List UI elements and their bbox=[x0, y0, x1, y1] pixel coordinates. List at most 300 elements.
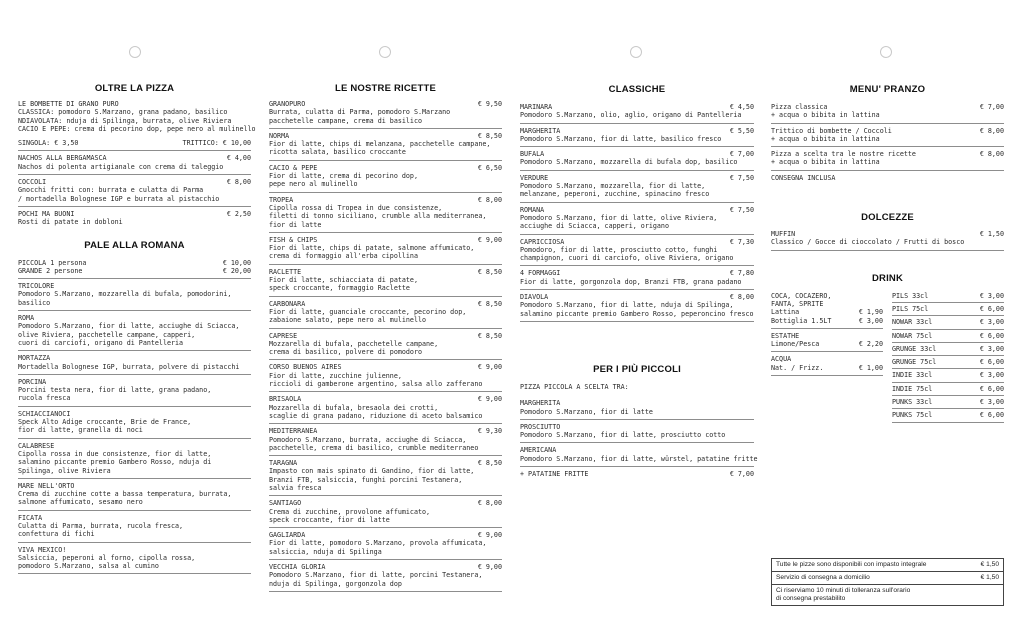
item-price: € 9,00 bbox=[477, 395, 502, 404]
item-price: € 9,00 bbox=[477, 235, 502, 244]
item-header bbox=[269, 132, 502, 140]
beer-item bbox=[892, 385, 1004, 396]
item-desc: Fior di latte, pomodoro S.Marzano, provola affumicata, bbox=[269, 539, 487, 548]
item-desc: fior di latte bbox=[269, 220, 322, 229]
item-name: AMERICANA bbox=[520, 446, 557, 455]
item-header bbox=[18, 442, 251, 450]
footer-row bbox=[772, 585, 1003, 605]
item-desc: Pomodoro S.Marzano, fior di latte, porcini Testanera, bbox=[269, 571, 483, 580]
item-desc: pepe nero al mulinello bbox=[269, 180, 358, 189]
item-desc: confettura di fichi bbox=[18, 530, 95, 539]
item-name: POCHI MA BUONI bbox=[18, 209, 75, 218]
item-desc: Pomodoro S.Marzano, burrata, acciughe di Sciacca, bbox=[269, 435, 467, 444]
item-name: SCHIACCIANOCI bbox=[18, 409, 71, 418]
item-name: CARBONARA bbox=[269, 299, 306, 308]
item-header bbox=[18, 354, 251, 362]
pala-item bbox=[18, 410, 251, 439]
item-price: € 9,00 bbox=[477, 531, 502, 540]
lunch-menu-item bbox=[771, 127, 1004, 148]
item-desc: Cipolla rossa in due consistenze, fior di latte, bbox=[18, 449, 212, 458]
item-name: CALABRESE bbox=[18, 441, 55, 450]
item-price: € 8,50 bbox=[477, 331, 502, 340]
item-desc: Fior di latte, chips di melanzana, pacchetelle campane, bbox=[269, 140, 491, 149]
item-price: € 8,00 bbox=[729, 293, 754, 302]
classic-pizza-item bbox=[520, 238, 754, 267]
classic-pizza-item bbox=[520, 103, 754, 124]
item-desc: + acqua o bibita in lattina bbox=[771, 158, 880, 167]
item-name: BUFALA bbox=[520, 150, 545, 159]
item-desc: Fior di latte, schiacciata di patate, bbox=[269, 276, 418, 285]
item-header bbox=[269, 332, 502, 340]
column-le-nostre-ricette bbox=[269, 83, 502, 595]
item-price: € 7,00 bbox=[979, 103, 1004, 111]
recipe-item bbox=[269, 563, 502, 592]
item-desc: pacchetelle, crema di basilico, crumble mediterraneo bbox=[269, 443, 479, 452]
item-price: € 6,50 bbox=[477, 163, 502, 172]
item-header bbox=[18, 282, 251, 290]
item-name: VIVA MEXICO! bbox=[18, 545, 67, 554]
beer-name: INDIE 75cl bbox=[892, 384, 933, 393]
item-price: € 8,50 bbox=[477, 459, 502, 468]
beer-item bbox=[892, 318, 1004, 329]
item-desc: filetti di tonno siciliano, crumble alla mediterranea, bbox=[269, 212, 487, 221]
extra-price: € 7,00 bbox=[729, 470, 754, 479]
column-classiche bbox=[520, 84, 758, 479]
beer-name: NOWAR 33cl bbox=[892, 318, 933, 327]
item-header bbox=[18, 210, 251, 218]
item-header bbox=[520, 399, 754, 407]
dessert-desc: Classico / Gocce di cioccolato / Frutti di bosco bbox=[771, 238, 965, 247]
beer-item bbox=[892, 411, 1004, 422]
item-desc: zabaione salato, pepe nero al mulinello bbox=[269, 316, 427, 325]
item-desc: / mortadella Bolognese IGP e burrata al pistacchio bbox=[18, 194, 220, 203]
item-desc: Fior di latte, chips di patate, salmone affumicato, bbox=[269, 244, 475, 253]
item-header bbox=[520, 423, 754, 431]
beer-price: € 3,00 bbox=[979, 371, 1004, 380]
lunch-menu-item bbox=[771, 150, 1004, 171]
footer-price: € 1,50 bbox=[980, 574, 999, 581]
item-desc: riccioli di gamberone argentino, salsa allo zafferano bbox=[269, 380, 483, 389]
item-name: PORCINA bbox=[18, 377, 47, 386]
recipe-item bbox=[269, 459, 502, 496]
recipe-item bbox=[269, 499, 502, 528]
beer-item bbox=[892, 398, 1004, 409]
item-desc: crema di formaggio all'erba cipollina bbox=[269, 252, 418, 261]
item-name: 4 FORMAGGI bbox=[520, 269, 561, 278]
item-desc: + acqua o bibita in lattina bbox=[771, 111, 880, 120]
beer-item bbox=[892, 305, 1004, 316]
section-title: LE NOSTRE RICETTE bbox=[334, 83, 437, 94]
item-header bbox=[269, 300, 502, 308]
size-label: GRANDE 2 persone bbox=[18, 266, 83, 275]
item-desc: speck croccante, fior di latte bbox=[269, 515, 390, 524]
beer-price: € 6,00 bbox=[979, 304, 1004, 313]
item-header bbox=[269, 164, 502, 172]
pala-item bbox=[18, 514, 251, 543]
beer-row bbox=[892, 292, 1004, 300]
item-desc: Mortadella Bolognese IGP, burrata, polvere di pistacchi bbox=[18, 362, 240, 371]
recipe-item bbox=[269, 363, 502, 392]
item-header bbox=[269, 100, 502, 108]
item-name: RACLETTE bbox=[269, 267, 302, 276]
item-desc: + acqua o bibita in lattina bbox=[771, 134, 880, 143]
item-price: € 5,50 bbox=[729, 126, 754, 135]
item-desc: Pomodoro S.Marzano, mozzarella di bufala, pomodorini, bbox=[18, 290, 232, 299]
item-desc: Culatta di Parma, burrata, rucola fresca, bbox=[18, 521, 184, 530]
menu-item bbox=[18, 210, 251, 230]
item-name: Pizza classica bbox=[771, 103, 828, 111]
beer-row bbox=[892, 411, 1004, 419]
item-header bbox=[269, 236, 502, 244]
item-name: ROMANA bbox=[520, 205, 545, 214]
item-desc: Fior di latte, crema di pecorino dop, bbox=[269, 172, 418, 181]
menu-item bbox=[18, 178, 251, 207]
drink-price: € 3,00 bbox=[858, 316, 883, 325]
item-desc: pacchetelle campane, crema di basilico bbox=[269, 116, 422, 125]
beer-row bbox=[892, 305, 1004, 313]
footer-notes bbox=[771, 558, 1004, 606]
section-title: DRINK bbox=[871, 272, 904, 284]
beer-row bbox=[892, 358, 1004, 366]
pala-item bbox=[18, 282, 251, 311]
footer-text: di consegna prestabilito bbox=[776, 595, 846, 602]
item-desc: Salsiccia, peperoni al forno, cipolla rossa, bbox=[18, 553, 196, 562]
beer-name: GRUNGE 33cl bbox=[892, 344, 937, 353]
recipe-item bbox=[269, 427, 502, 456]
item-price: € 4,50 bbox=[729, 103, 754, 111]
item-header bbox=[520, 446, 754, 454]
item-desc: Pomodoro, fior di latte, prosciutto cotto, funghi bbox=[520, 245, 718, 254]
item-price: € 9,30 bbox=[477, 427, 502, 436]
item-desc: scaglie di grana padano, riduzione di aceto balsamico bbox=[269, 411, 483, 420]
pala-item bbox=[18, 442, 251, 479]
item-name: COCCOLI bbox=[18, 178, 47, 187]
drink-row bbox=[771, 317, 883, 325]
item-header bbox=[18, 482, 251, 490]
item-desc: pomodoro S.Marzano, salsa al cumino bbox=[18, 562, 159, 571]
menu-item-bombette bbox=[18, 100, 256, 151]
beer-item bbox=[892, 345, 1004, 356]
item-desc: Pomodoro S.Marzano, fior di latte, würstel, patatine fritte bbox=[520, 454, 758, 463]
drink-group bbox=[771, 355, 883, 376]
item-header bbox=[771, 103, 1004, 111]
beer-name: GRUNGE 75cl bbox=[892, 358, 937, 367]
drink-group bbox=[771, 292, 883, 329]
item-name: BRISAOLA bbox=[269, 395, 302, 404]
classic-pizza-item bbox=[520, 269, 754, 290]
item-header bbox=[18, 314, 251, 322]
beer-row bbox=[892, 398, 1004, 406]
drink-price: € 2,20 bbox=[858, 340, 883, 349]
item-desc: Cipolla rossa di Tropea in due consistenze, bbox=[269, 203, 443, 212]
item-desc: speck croccante, formaggio Raclette bbox=[269, 284, 410, 293]
pale-sizes bbox=[18, 259, 251, 280]
section-title: MENU' PRANZO bbox=[849, 84, 926, 95]
beer-price: € 3,00 bbox=[979, 344, 1004, 353]
item-desc: basilico bbox=[18, 298, 51, 307]
item-header bbox=[18, 154, 251, 162]
item-header bbox=[520, 238, 754, 246]
item-desc: Fior di latte, zucchine julienne, bbox=[269, 371, 402, 380]
item-desc: Nachos di polenta artigianale con crema di taleggio bbox=[18, 162, 224, 171]
beer-price: € 6,00 bbox=[979, 384, 1004, 393]
item-desc: salmone affumicato, sesamo nero bbox=[18, 498, 143, 507]
classic-pizza-item bbox=[520, 293, 754, 322]
item-name: SANTIAGO bbox=[269, 499, 302, 508]
column-oltre-la-pizza bbox=[18, 83, 256, 577]
item-desc: Pomodoro S.Marzano, fior di latte bbox=[520, 407, 653, 416]
extra-fries bbox=[520, 470, 754, 478]
item-price: € 8,00 bbox=[979, 126, 1004, 135]
item-desc: Pomodoro S.Marzano, fior di latte, basilico fresco bbox=[520, 134, 722, 143]
item-price: € 8,00 bbox=[477, 499, 502, 508]
item-name: MEDITERRANEA bbox=[269, 427, 318, 436]
recipe-item bbox=[269, 268, 502, 297]
item-desc: Mozzarella di bufala, pacchetelle campane, bbox=[269, 339, 439, 348]
item-header bbox=[18, 546, 251, 554]
kids-intro: PIZZA PICCOLA A SCELTA TRA: bbox=[520, 382, 629, 391]
item-name: MARGHERITA bbox=[520, 399, 561, 408]
item-desc: Fior di latte, guanciale croccante, pecorino dop, bbox=[269, 307, 467, 316]
footer-text: Ci riserviamo 10 minuti di tolleranza sull'orario bbox=[776, 587, 911, 594]
item-desc: CLASSICA: pomodoro S.Marzano, grana padano, basilico bbox=[18, 108, 228, 117]
item-desc: Rosti di patate in dobloni bbox=[18, 218, 123, 227]
item-desc: Impasto con mais spinato di Gandino, fior di latte, bbox=[269, 467, 475, 476]
item-name: ROMA bbox=[18, 314, 35, 323]
drink-price: € 1,90 bbox=[858, 308, 883, 317]
item-header bbox=[269, 268, 502, 276]
pala-item bbox=[18, 378, 251, 407]
pala-item bbox=[18, 314, 251, 351]
item-desc: acciughe di Sciacca, capperi, origano bbox=[520, 222, 669, 231]
item-header bbox=[269, 499, 502, 507]
drink-name: Lattina bbox=[771, 308, 800, 317]
drink-name: Nat. / Frizz. bbox=[771, 363, 824, 372]
kids-pizza-item bbox=[520, 399, 754, 420]
dessert-row bbox=[771, 230, 1004, 238]
classic-pizza-item bbox=[520, 127, 754, 148]
item-name: Pizza a scelta tra le nostre ricette bbox=[771, 150, 916, 159]
drink-name: Bottiglia 1.5LT bbox=[771, 316, 832, 325]
item-desc: Pomodoro S.Marzano, olio, aglio, origano di Pantelleria bbox=[520, 111, 742, 120]
beer-row bbox=[892, 371, 1004, 379]
beer-price: € 6,00 bbox=[979, 358, 1004, 367]
section-title: PALE ALLA ROMANA bbox=[84, 239, 185, 251]
item-name: NORMA bbox=[269, 131, 290, 140]
punch-hole bbox=[630, 46, 642, 58]
item-header bbox=[269, 196, 502, 204]
item-name: VERDURE bbox=[520, 173, 549, 182]
item-name: CACIO & PEPE bbox=[269, 163, 318, 172]
recipe-item bbox=[269, 132, 502, 161]
recipe-item bbox=[269, 196, 502, 233]
item-desc: fior di latte, granella di noci bbox=[18, 426, 143, 435]
drink-name: ACQUA bbox=[771, 355, 792, 364]
drink-name: COCA, COCAZERO, bbox=[771, 291, 832, 300]
item-price: € 9,50 bbox=[477, 100, 502, 108]
drink-list bbox=[771, 292, 1004, 425]
beers bbox=[892, 292, 1004, 425]
section-title: CLASSICHE bbox=[608, 84, 666, 95]
footer-row bbox=[772, 559, 1003, 572]
item-name: CORSO BUENOS AIRES bbox=[269, 363, 342, 372]
item-header bbox=[269, 563, 502, 571]
item-price: € 7,00 bbox=[729, 150, 754, 159]
item-desc: Porcini testa nera, fior di latte, grana padano, bbox=[18, 386, 212, 395]
section-title: DOLCEZZE bbox=[861, 212, 914, 224]
dessert-name: MUFFIN bbox=[771, 230, 796, 239]
item-price: € 2,50 bbox=[226, 209, 251, 218]
item-header bbox=[18, 378, 251, 386]
beer-price: € 6,00 bbox=[979, 331, 1004, 340]
item-desc: salsiccia, nduja di Spilinga bbox=[269, 547, 382, 556]
item-desc: Fior di latte, gorgonzola dop, Branzi FTB, grana padano bbox=[520, 277, 742, 286]
recipe-item bbox=[269, 531, 502, 560]
recipe-item bbox=[269, 332, 502, 361]
section-title: OLTRE LA PIZZA bbox=[94, 83, 175, 94]
item-header bbox=[269, 363, 502, 371]
item-header bbox=[520, 293, 754, 301]
drink-name: ESTATHE bbox=[771, 331, 800, 340]
item-price: € 8,00 bbox=[477, 195, 502, 204]
item-header bbox=[520, 174, 754, 182]
size-price: € 20,00 bbox=[222, 266, 251, 275]
item-name: MARE NELL'ORTO bbox=[18, 481, 75, 490]
classic-pizza-item bbox=[520, 206, 754, 235]
item-name: Trittico di bombette / Coccoli bbox=[771, 126, 892, 135]
size-row bbox=[18, 267, 251, 275]
punch-hole bbox=[880, 46, 892, 58]
item-price: € 9,00 bbox=[477, 363, 502, 372]
item-desc: Crema di zucchine cotte a bassa temperatura, burrata, bbox=[18, 490, 232, 499]
kids-pizza-item bbox=[520, 446, 758, 467]
item-price: € 8,00 bbox=[226, 178, 251, 187]
column-menu-pranzo bbox=[771, 84, 1004, 425]
recipe-item bbox=[269, 164, 502, 193]
punch-hole bbox=[129, 46, 141, 58]
soft-drinks bbox=[771, 292, 883, 425]
item-desc: Pomodoro S.Marzano, mozzarella, fior di latte, bbox=[520, 182, 706, 191]
size-price: € 10,00 bbox=[222, 258, 251, 267]
item-price: € 8,50 bbox=[477, 267, 502, 276]
item-desc: rucola fresca bbox=[18, 394, 71, 403]
beer-row bbox=[892, 385, 1004, 393]
beer-price: € 6,00 bbox=[979, 411, 1004, 420]
size-label: PICCOLA 1 persona bbox=[18, 258, 87, 267]
item-desc: cuori di carciofi, origano di Pantelleria bbox=[18, 338, 184, 347]
item-desc: salvia fresca bbox=[269, 483, 322, 492]
item-desc: Speck Alto Adige croccante, Brie de France, bbox=[18, 418, 192, 427]
bombette-prices bbox=[18, 139, 251, 147]
extra-label: + PATATINE FRITTE bbox=[520, 470, 589, 479]
item-desc: CACIO E PEPE: crema di pecorino dop, pepe nero al mulinello bbox=[18, 124, 256, 133]
recipe-item bbox=[269, 300, 502, 329]
drink-name: FANTA, SPRITE bbox=[771, 299, 824, 308]
item-desc: ricotta salata, basilico croccante bbox=[269, 148, 406, 157]
item-desc: olive Riviera, pacchetelle campane, capperi, bbox=[18, 330, 196, 339]
item-name: FICATA bbox=[18, 513, 43, 522]
pala-item bbox=[18, 482, 251, 511]
item-name: CAPRICCIOSA bbox=[520, 237, 565, 246]
delivery-note: CONSEGNA INCLUSA bbox=[771, 173, 836, 182]
drink-row bbox=[771, 364, 883, 372]
item-name: MARGHERITA bbox=[520, 126, 561, 135]
beer-price: € 3,00 bbox=[979, 398, 1004, 407]
beer-price: € 3,00 bbox=[979, 291, 1004, 300]
drink-row bbox=[771, 308, 883, 316]
item-desc: Branzi FTB, salsiccia, funghi porcini Testanera, bbox=[269, 475, 463, 484]
item-header bbox=[269, 395, 502, 403]
item-header bbox=[18, 514, 251, 522]
beer-name: PUNKS 75cl bbox=[892, 411, 933, 420]
item-desc: Gnocchi fritti con: burrata e culatta di Parma bbox=[18, 186, 204, 195]
item-price: € 4,00 bbox=[226, 154, 251, 163]
item-header bbox=[771, 127, 1004, 135]
classic-pizza-item bbox=[520, 150, 754, 171]
item-desc: Pomodoro S.Marzano, fior di latte, olive Riviera, bbox=[520, 213, 718, 222]
recipe-item bbox=[269, 100, 502, 129]
item-name: TARAGNA bbox=[269, 459, 298, 468]
footer-text: Servizio di consegna a domicilio bbox=[776, 574, 870, 581]
item-header bbox=[520, 103, 754, 111]
footer-row bbox=[772, 572, 1003, 585]
beer-name: NOWAR 75cl bbox=[892, 331, 933, 340]
beer-row bbox=[892, 318, 1004, 326]
item-header bbox=[269, 531, 502, 539]
price-singola: SINGOLA: € 3,50 bbox=[18, 139, 79, 148]
item-price: € 7,50 bbox=[729, 205, 754, 214]
item-name: VECCHIA GLORIA bbox=[269, 563, 326, 572]
item-desc: melanzane, peperoni, zucchine, spinacino fresco bbox=[520, 190, 710, 199]
item-desc: salamino piccante premio Gambero Rosso, nduja di bbox=[18, 458, 212, 467]
drink-row bbox=[771, 292, 883, 300]
beer-name: PUNKS 33cl bbox=[892, 398, 933, 407]
item-name: PROSCIUTTO bbox=[520, 422, 561, 431]
item-desc: NDIAVOLATA: nduja di Spilinga, burrata, olive Riviera bbox=[18, 116, 232, 125]
beer-name: PILS 75cl bbox=[892, 304, 929, 313]
item-desc: Crema di zucchine, provolone affumicato, bbox=[269, 507, 431, 516]
item-header bbox=[520, 206, 754, 214]
beer-item bbox=[892, 332, 1004, 343]
item-header bbox=[269, 427, 502, 435]
item-name: FISH & CHIPS bbox=[269, 235, 318, 244]
item-name: DIAVOLA bbox=[520, 293, 549, 302]
classic-pizza-item bbox=[520, 174, 754, 203]
item-header bbox=[18, 178, 251, 186]
item-name: GRANOPURO bbox=[269, 100, 306, 108]
drink-price: € 1,00 bbox=[858, 363, 883, 372]
recipe-item bbox=[269, 236, 502, 265]
item-desc: Spilinga, olive Riviera bbox=[18, 466, 111, 475]
beer-item bbox=[892, 292, 1004, 303]
dessert-muffin bbox=[771, 230, 1004, 251]
item-name: MARINARA bbox=[520, 103, 553, 111]
beer-price: € 3,00 bbox=[979, 318, 1004, 327]
item-desc: nduja di Spilinga, gorgonzola dop bbox=[269, 579, 402, 588]
item-header bbox=[269, 459, 502, 467]
item-name: TROPEA bbox=[269, 195, 294, 204]
footer-text: Tutte le pizze sono disponibili con impasto integrale bbox=[776, 561, 927, 568]
item-desc: Pomodoro S.Marzano, fior di latte, acciughe di Sciacca, bbox=[18, 322, 240, 331]
beer-row bbox=[892, 345, 1004, 353]
drink-row bbox=[771, 300, 883, 308]
item-price: € 7,50 bbox=[729, 173, 754, 182]
item-header bbox=[771, 150, 1004, 158]
item-price: € 8,00 bbox=[979, 150, 1004, 159]
item-name: CAPRESE bbox=[269, 331, 298, 340]
item-name: NACHOS ALLA BERGAMASCA bbox=[18, 154, 107, 163]
item-name: GAGLIARDA bbox=[269, 531, 306, 540]
